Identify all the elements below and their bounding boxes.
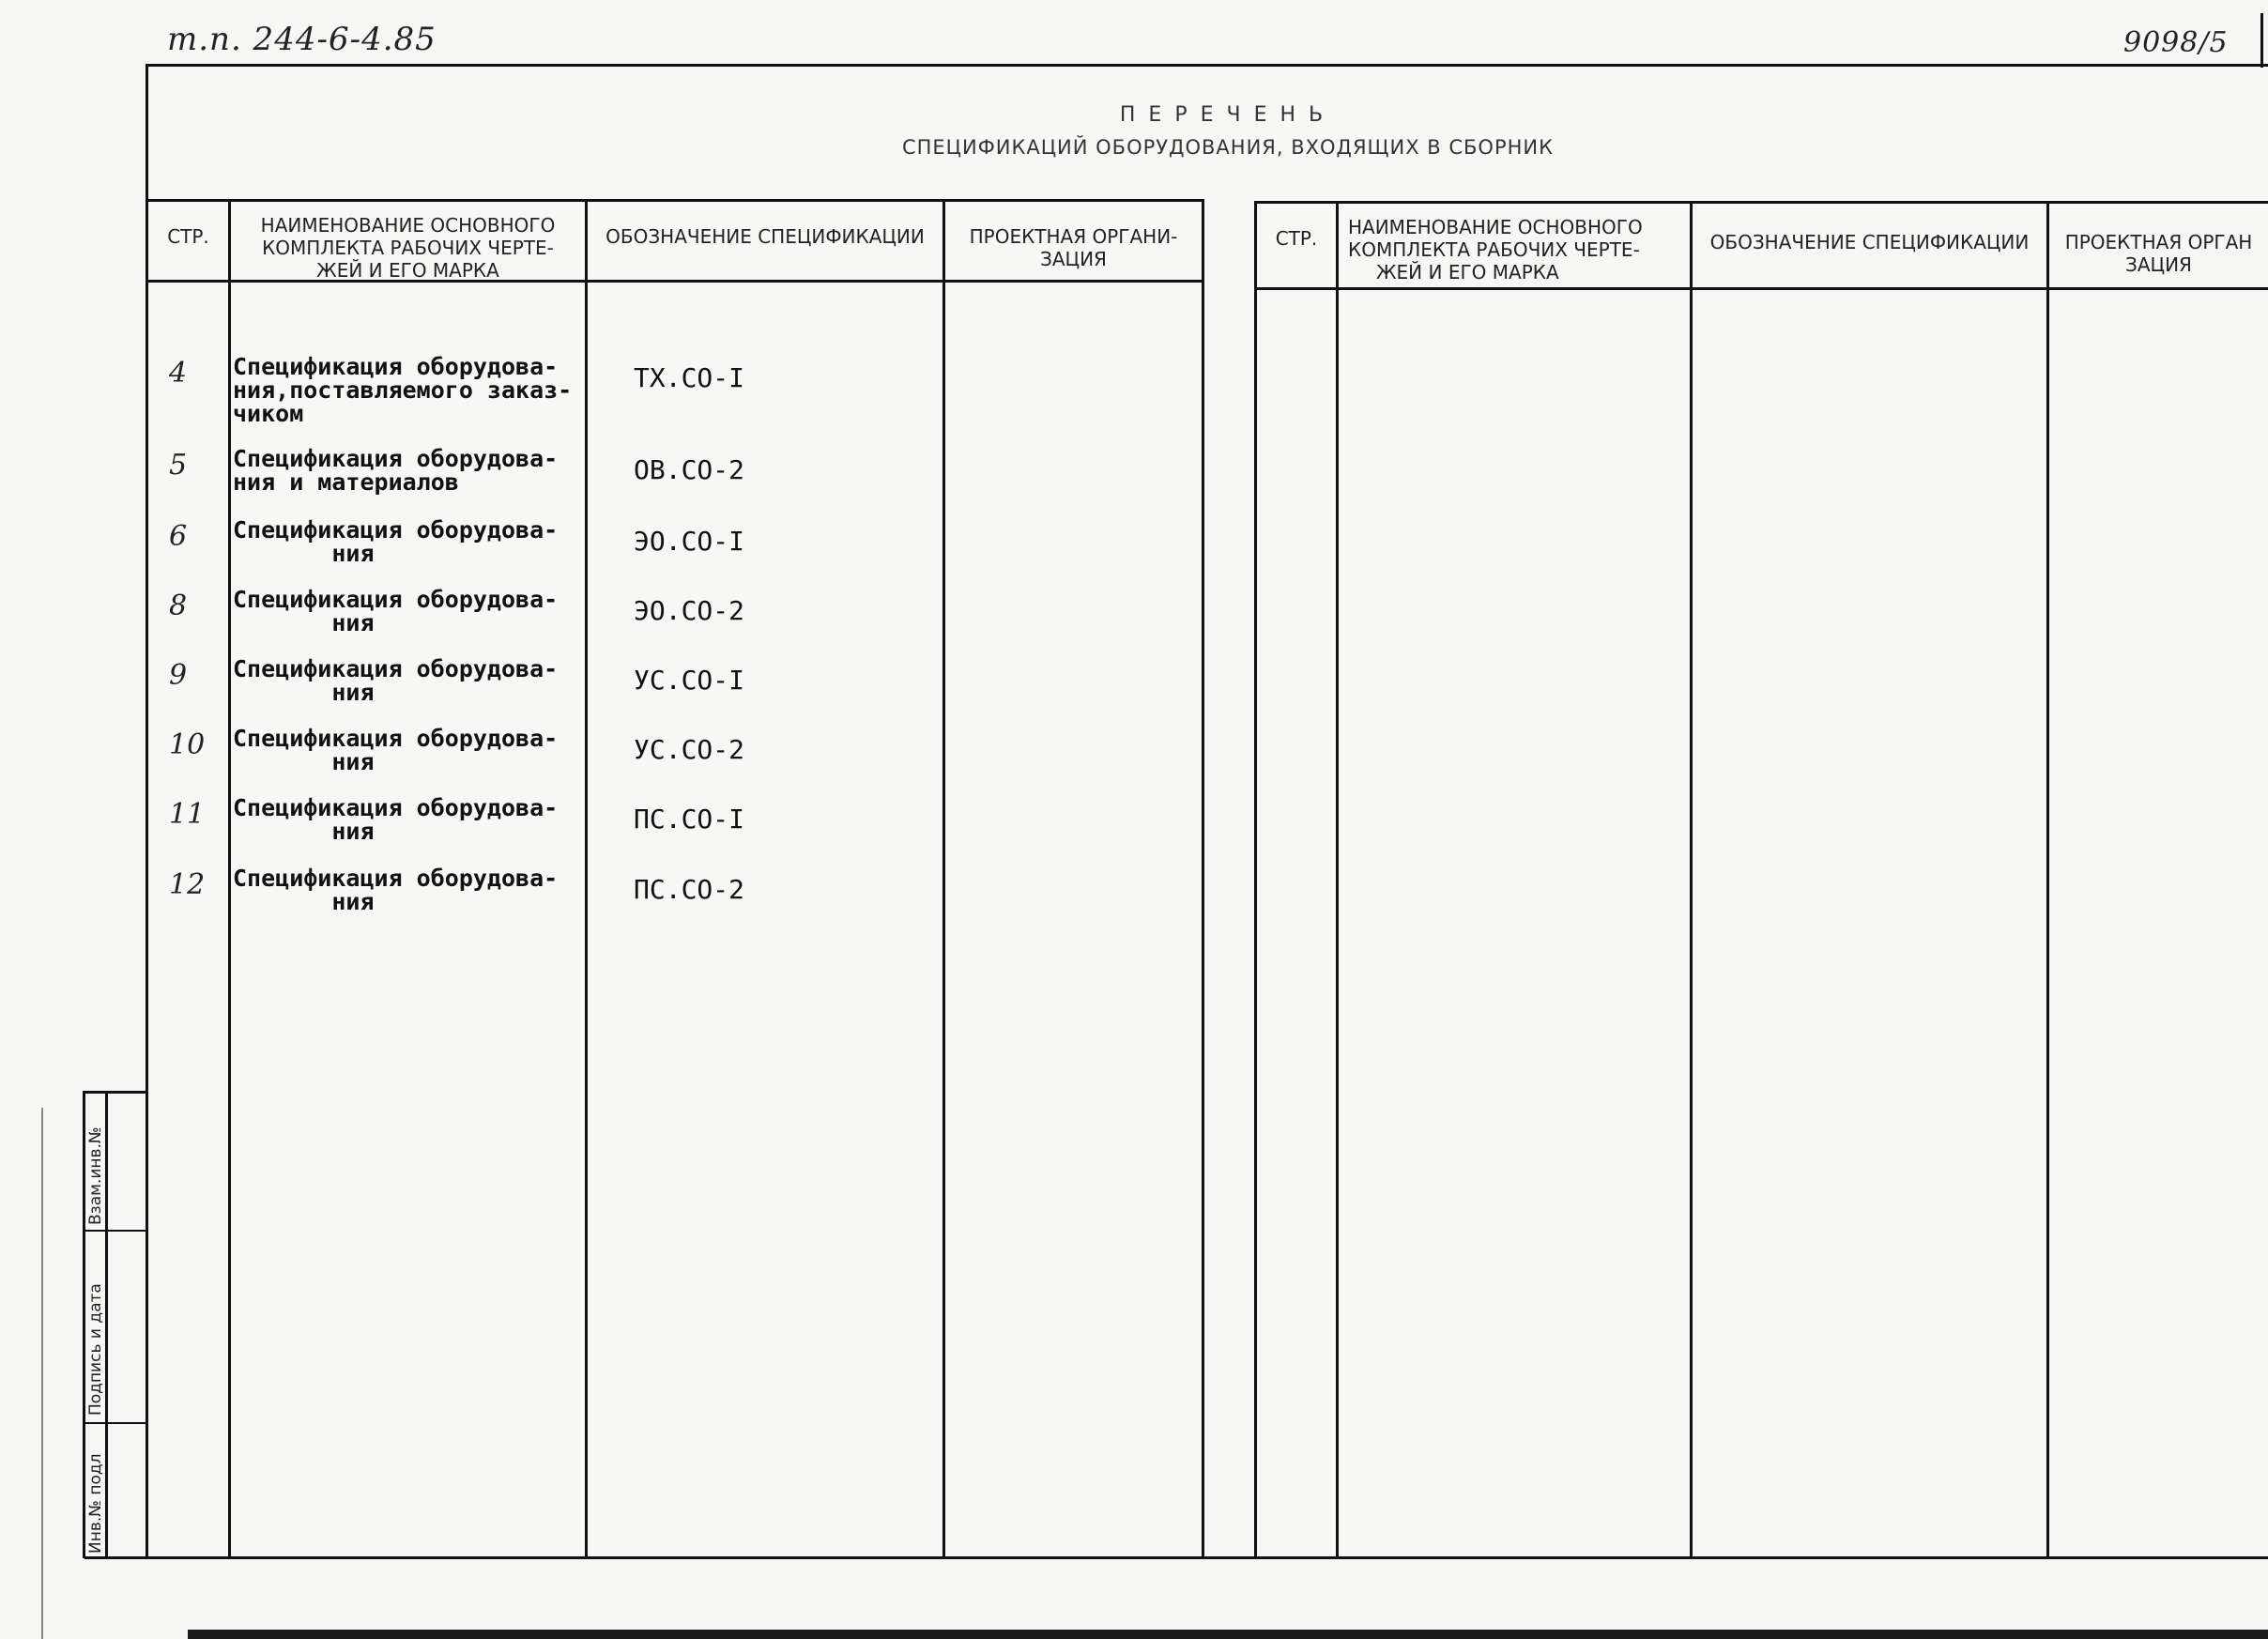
row-name: Спецификация оборудова- ния — [233, 794, 559, 845]
header-spec: ОБОЗНАЧЕНИЕ СПЕЦИФИКАЦИИ — [605, 225, 925, 248]
header-page-right: СТР. — [1275, 227, 1318, 250]
stamp-left-line — [83, 1091, 85, 1558]
frame-corner-line — [2260, 13, 2263, 68]
row-page: 4 — [169, 357, 188, 390]
frame-bottom-line — [84, 1556, 2268, 1559]
row-page: 5 — [169, 449, 188, 482]
row-spec-code: УС.СО-2 — [634, 734, 745, 765]
right-table-top-line — [1254, 201, 2268, 204]
stamp-inv-no-replace: Взам.инв.№ — [86, 1126, 105, 1225]
right-col-divider-2 — [1690, 201, 1693, 1558]
left-col-divider-4 — [1202, 199, 1204, 1558]
right-col-divider-0 — [1254, 201, 1257, 1558]
sheet-number: 9098/5 — [2123, 26, 2229, 59]
stamp-mid-line — [105, 1091, 108, 1558]
header-name: НАИМЕНОВАНИЕ ОСНОВНОГО КОМПЛЕКТА РАБОЧИХ ЧЕРТЕ- ЖЕЙ И ЕГО МАРКА — [260, 214, 556, 282]
header-org: ПРОЕКТНАЯ ОРГАНИ- ЗАЦИЯ — [969, 225, 1178, 270]
row-name: Спецификация оборудова- ния,поставляемого заказ- чиком — [233, 353, 573, 427]
scan-edge-bottom — [188, 1630, 2268, 1639]
stamp-divider-2 — [83, 1422, 148, 1424]
row-name: Спецификация оборудова- ния и материалов — [233, 445, 559, 496]
left-col-divider-2 — [585, 199, 588, 1558]
right-table-header-line — [1254, 287, 2268, 290]
document-code: т.п. 244-6-4.85 — [167, 21, 437, 58]
stamp-inv-no-orig: Инв.№ подл — [86, 1453, 105, 1554]
document-subtitle: СПЕЦИФИКАЦИЙ ОБОРУДОВАНИЯ, ВХОДЯЩИХ В СБОРНИК — [901, 136, 1555, 159]
left-table-top-line — [146, 199, 1204, 202]
row-spec-code: ЭО.СО-I — [634, 526, 745, 557]
stamp-divider-1 — [83, 1230, 148, 1232]
row-name: Спецификация оборудова- ния — [233, 516, 559, 567]
right-col-divider-3 — [2046, 201, 2049, 1558]
scan-edge-left — [41, 1108, 43, 1639]
row-spec-code: ЭО.СО-2 — [634, 595, 745, 626]
frame-top-line — [146, 64, 2268, 67]
row-page: 8 — [169, 590, 188, 622]
frame-left-line — [146, 64, 148, 1558]
left-col-divider-3 — [942, 199, 945, 1558]
row-spec-code: ТХ.СО-I — [634, 362, 745, 393]
row-spec-code: УС.СО-I — [634, 665, 745, 696]
row-name: Спецификация оборудова- ния — [233, 865, 559, 915]
row-page: 9 — [169, 659, 188, 692]
title-block — [148, 103, 2268, 159]
stamp-sign-date: Подпись и дата — [86, 1283, 105, 1416]
header-spec-right: ОБОЗНАЧЕНИЕ СПЕЦИФИКАЦИИ — [1709, 231, 2030, 253]
header-name-right: НАИМЕНОВАНИЕ ОСНОВНОГО КОМПЛЕКТА РАБОЧИХ ЧЕРТЕ- ЖЕЙ И ЕГО МАРКА — [1348, 216, 1643, 283]
document-title: ПЕРЕЧЕНЬ — [1119, 103, 1337, 127]
row-name: Спецификация оборудова- ния — [233, 725, 559, 775]
header-org-right: ПРОЕКТНАЯ ОРГАН ЗАЦИЯ — [2064, 231, 2253, 276]
right-col-divider-1 — [1336, 201, 1339, 1558]
stamp-top-line — [83, 1091, 148, 1094]
left-col-divider-1 — [228, 199, 231, 1558]
row-page: 6 — [169, 520, 188, 553]
row-page: 10 — [169, 728, 206, 761]
row-page: 11 — [169, 798, 206, 831]
row-name: Спецификация оборудова- ния — [233, 586, 559, 636]
row-spec-code: ПС.СО-I — [634, 804, 745, 835]
row-spec-code: ПС.СО-2 — [634, 874, 745, 905]
row-spec-code: ОВ.СО-2 — [634, 454, 745, 485]
header-page: СТР. — [167, 225, 209, 248]
row-name: Спецификация оборудова- ния — [233, 655, 559, 706]
row-page: 12 — [169, 868, 206, 901]
